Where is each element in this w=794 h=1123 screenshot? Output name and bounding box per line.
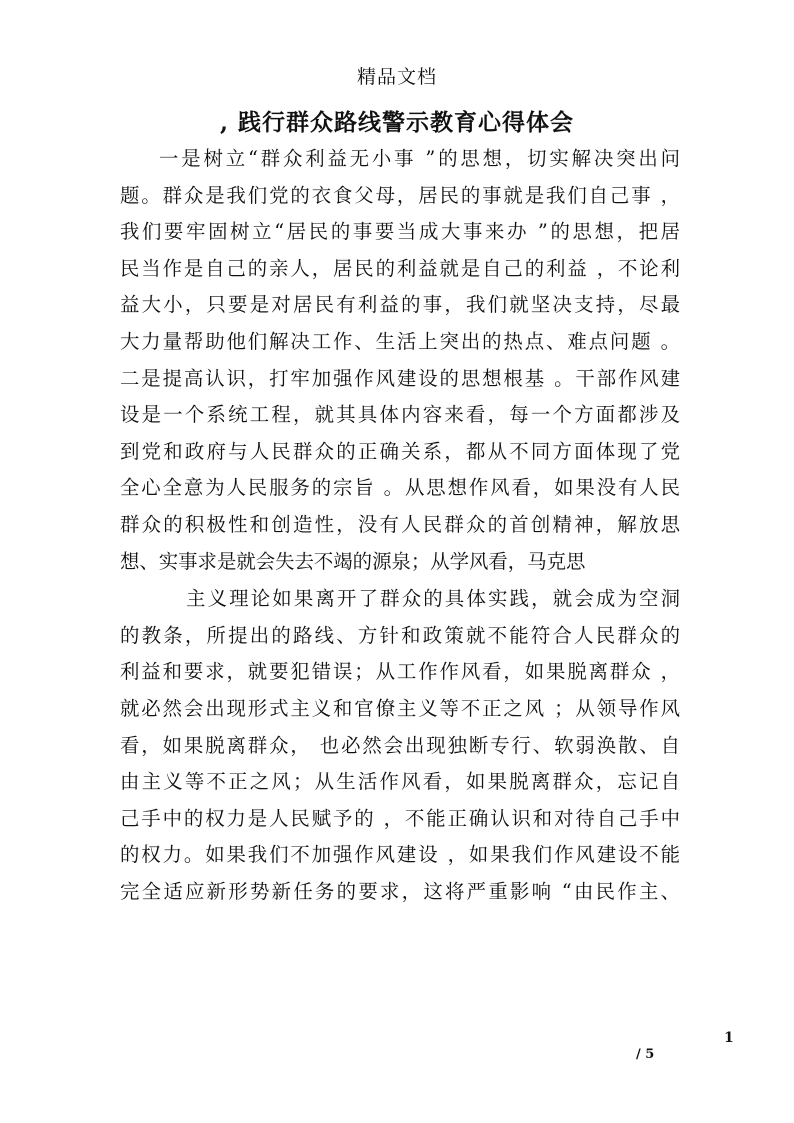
paragraph-line: 民当作是自己的亲人，居民的利益就是自己的利益 ，不论利 [120,256,680,280]
paragraph-line: 就必然会出现形式主义和官僚主义等不正之风 ；从领导作风 [120,696,680,720]
paragraph-line: 完全适应新形势新任务的要求，这将严重影响 “由民作主、 [120,879,680,903]
page-count: / 5 [636,1047,655,1062]
paragraph-line: 己手中的权力是人民赋予的 ，不能正确认识和对待自己手中 [120,806,680,830]
paragraph-line: 设是一个系统工程，就其具体内容来看，每一个方面都涉及 [120,403,680,427]
paragraph-line: 想、实事求是就会失去不竭的源泉；从学风看，马克思 [120,549,586,573]
document-title: , 践行群众路线警示教育心得体会 [219,109,574,136]
document-body [120,141,680,910]
paragraph-line: 的教条，所提出的路线、方针和政策就不能符合人民群众的 [120,623,680,647]
paragraph-line: 的权力。如果我们不加强作风建设 ，如果我们作风建设不能 [120,843,680,867]
paragraph-line: 我们要牢固树立“居民的事要当成大事来办 ”的思想，把居 [120,220,680,244]
paragraph-line: 大力量帮助他们解决工作、生活上突出的热点、难点问题 。 [120,329,680,353]
paragraph-line: 主义理论如果离开了群众的具体实践，就会成为空洞 [186,587,680,611]
page-number: 1 [724,1030,734,1046]
paragraph-line: 由主义等不正之风；从生活作风看，如果脱离群众，忘记自 [120,770,680,794]
paragraph-line: 到党和政府与人民群众的正确关系，都从不同方面体现了党 [120,439,680,463]
paragraph-line: 看，如果脱离群众， 也必然会出现独断专行、软弱涣散、自 [120,733,680,757]
paragraph-line: 全心全意为人民服务的宗旨 。从思想作风看，如果没有人民 [120,476,680,500]
paragraph-line: 题。群众是我们党的衣食父母，居民的事就是我们自己事 ， [120,183,680,207]
paragraph-line: 群众的积极性和创造性，没有人民群众的首创精神，解放思 [120,512,680,536]
page-header: 精品文档 [356,66,437,88]
paragraph-line: 二是提高认识，打牢加强作风建设的思想根基 。干部作风建 [120,366,680,390]
paragraph-line: 一是树立“群众利益无小事 ”的思想，切实解决突出问 [159,147,680,170]
paragraph-line: 益大小，只要是对居民有利益的事，我们就坚决支持，尽最 [120,293,680,317]
paragraph-line: 利益和要求，就要犯错误；从工作作风看，如果脱离群众 ， [120,660,680,684]
